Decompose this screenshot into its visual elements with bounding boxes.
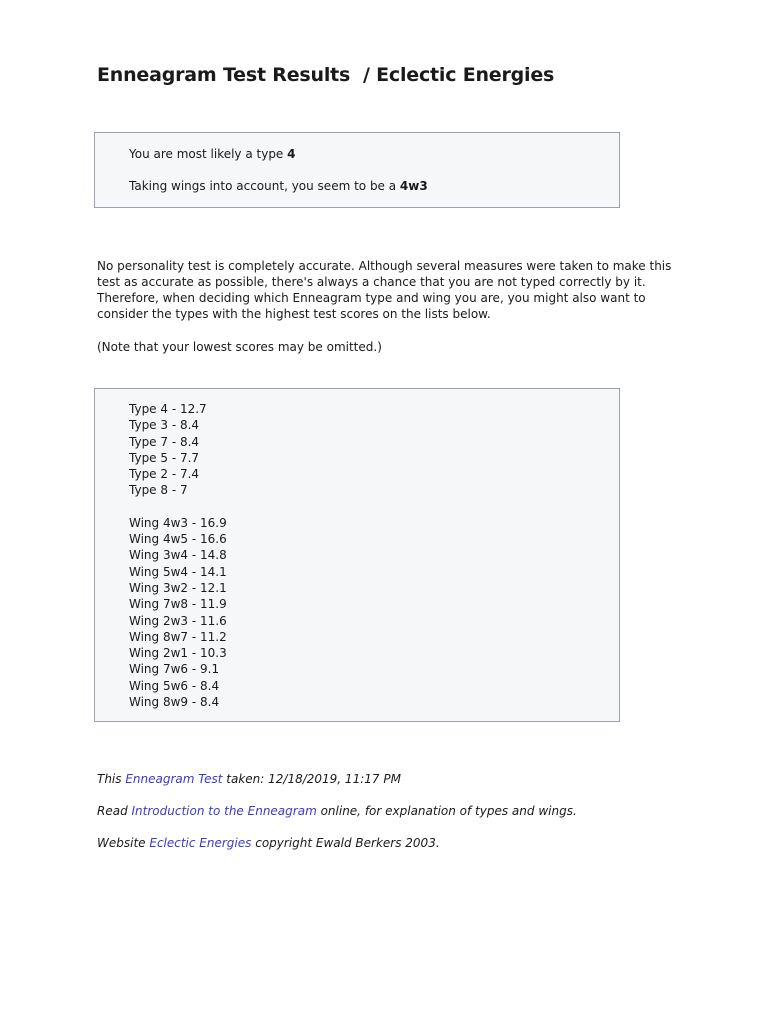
scores-box <box>94 388 620 722</box>
type-value: 4 <box>287 147 296 161</box>
eclectic-energies-link[interactable]: Eclectic Energies <box>149 836 252 850</box>
type-score-item: Type 2 - 7.4 <box>129 467 200 482</box>
result-summary-box <box>94 132 620 208</box>
accuracy-disclaimer: No personality test is completely accurate. Although several measures were taken to make this test as accurate as possible, there's always a chance that you are not typed correctly by it. Therefore, when deciding which Enneagram type and wing you are, you might also want to consider the types with the highest test scores on the lists below. <box>97 259 672 321</box>
footer-text: Website <box>97 836 150 850</box>
footer-text: online, for explanation of types and wings. <box>316 804 577 818</box>
wing-value: 4w3 <box>399 179 428 193</box>
type-score-item: Type 7 - 8.4 <box>129 434 200 449</box>
wing-score-item: Wing 5w4 - 14.1 <box>129 564 227 579</box>
type-prefix: You are most likely a type <box>129 147 288 161</box>
footer-text: taken: 12/18/2019, 11:17 PM <box>222 772 401 786</box>
wing-result <box>129 178 619 194</box>
wing-prefix: Taking wings into account, you seem to be a <box>129 179 400 193</box>
type-score-item: Type 4 - 12.7 <box>129 402 207 416</box>
type-score-item: Type 8 - 7 <box>129 483 188 498</box>
wing-score-item: Wing 8w9 - 8.4 <box>129 695 220 710</box>
page-title: Enneagram Test Results / Eclectic Energies <box>97 64 555 86</box>
type-score-list <box>129 401 619 499</box>
wing-score-item: Wing 3w2 - 12.1 <box>129 580 227 595</box>
footer-text: Read <box>97 804 132 818</box>
wing-score-item: Wing 2w1 - 10.3 <box>129 646 227 661</box>
wing-score-item: Wing 7w8 - 11.9 <box>129 597 227 612</box>
wing-score-item: Wing 4w5 - 16.6 <box>129 532 227 547</box>
omitted-scores-note: (Note that your lowest scores may be omitted.) <box>97 340 382 354</box>
most-likely-type <box>129 146 619 162</box>
wing-score-item: Wing 5w6 - 8.4 <box>129 678 220 693</box>
wing-score-item: Wing 2w3 - 11.6 <box>129 613 227 628</box>
wing-score-item: Wing 7w6 - 9.1 <box>129 662 220 677</box>
test-taken-line <box>97 771 401 787</box>
footer-text: copyright Ewald Berkers 2003. <box>251 836 440 850</box>
introduction-to-enneagram-link[interactable]: Introduction to the Enneagram <box>131 804 317 818</box>
type-score-item: Type 5 - 7.7 <box>129 450 200 465</box>
wing-score-item: Wing 8w7 - 11.2 <box>129 629 227 644</box>
copyright-line <box>97 835 440 851</box>
type-score-item: Type 3 - 8.4 <box>129 418 200 433</box>
wing-score-list <box>129 515 619 711</box>
enneagram-test-link[interactable]: Enneagram Test <box>125 772 223 786</box>
footer-text: This <box>97 772 126 786</box>
wing-score-item: Wing 4w3 - 16.9 <box>129 515 227 530</box>
read-intro-line <box>97 803 577 819</box>
wing-score-item: Wing 3w4 - 14.8 <box>129 548 227 563</box>
